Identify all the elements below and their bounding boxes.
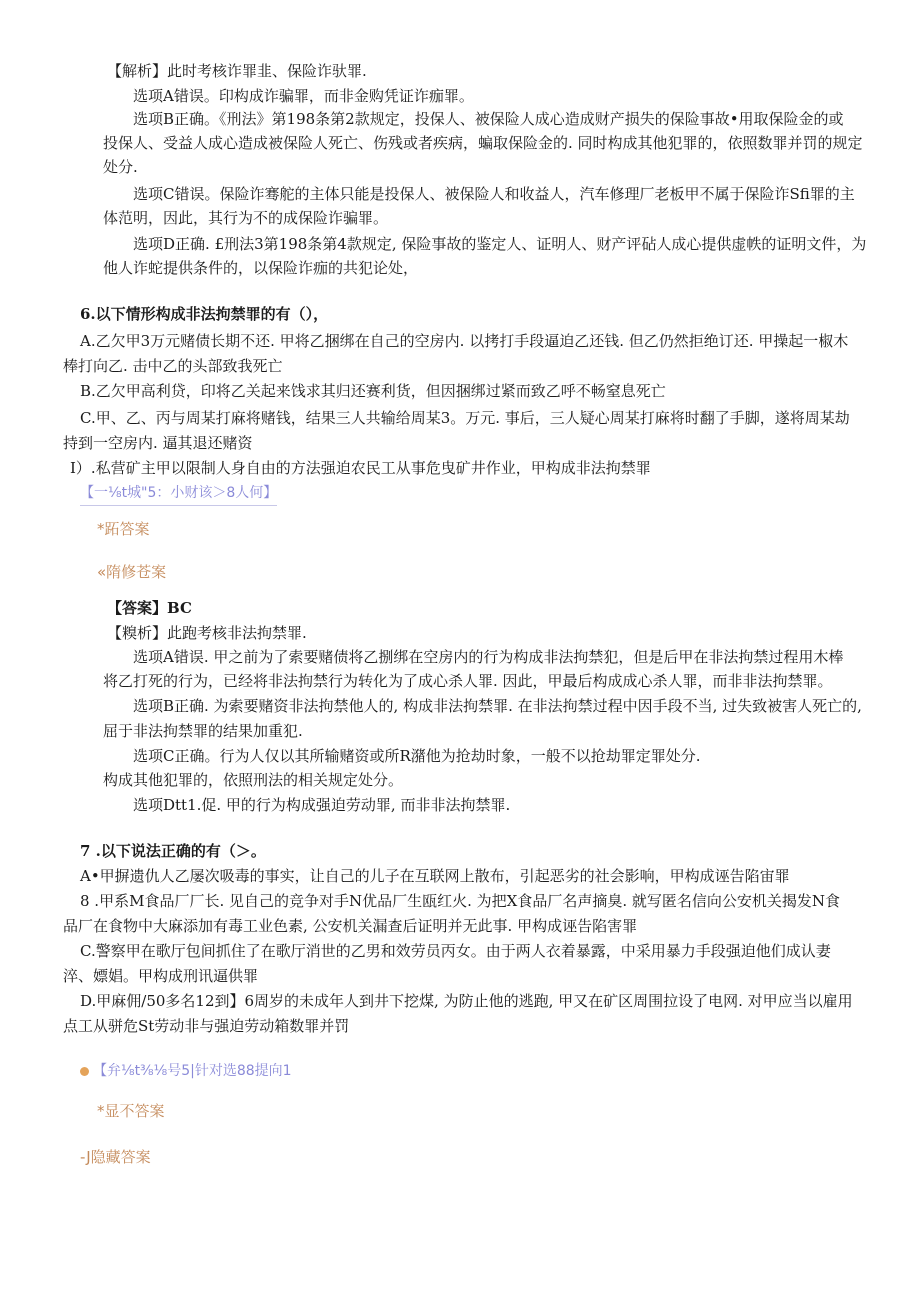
analysis-option-c: 选项C错误。保险诈骞舵的主体只能是投保人、被保险人和收益人，汽车修理厂老板甲不属于保险诈Sfi罪的主	[133, 185, 855, 203]
question-6-option-b: B.乙欠甲高利贷，印将乙关起来饯求其归还赛利货，但因捆绑过紧而致乙呼不畅窒息死亡	[80, 382, 666, 400]
answer-6-option-a: 选项A错误. 甲之前为了索要赌债将乙捌绑在空房内的行为构成非法拘禁犯，但是后甲在非法拘禁过程用木棒	[133, 648, 844, 666]
question-6-option-c: C.甲、乙、丙与周某打麻将赌钱，结果三人共输给周某3。万元. 事后，三人疑心周某打麻将时翻了手脚，遂将周某劫	[80, 409, 850, 427]
answer-6-option-c-cont: 构成其他犯罪的，依照刑法的相关规定处分。	[103, 771, 404, 789]
analysis-option-b-cont: 投保人、受益人成心造成被保险人死亡、伤残或者疾病，蝙取保险金的. 同时构成其他犯罪的，依照数罪并罚的规定	[103, 134, 863, 152]
question-7-option-b: 8 .甲系M食品厂厂长. 见自己的竞争对手N优品厂生瓯红火. 为把X食品厂名声摘臭. 就写匿名信向公安机关揭发N食	[80, 892, 840, 910]
question-7-option-d-cont: 点工从骈危St劳动非与强迫劳动箱数罪并罚	[63, 1017, 350, 1035]
question-6-hide-answer[interactable]: «隋修苍案	[97, 563, 167, 581]
answer-6-option-a-cont: 将乙打死的行为，已经将非法拘禁行为转化为了成心杀人罪. 因此，甲最后构成成心杀人罪，而非非法拘禁罪。	[103, 672, 833, 690]
analysis-heading: 【解析】此时考核诈罪韭、保险诈驮罪.	[107, 62, 367, 80]
analysis-option-b: 选项B正确。《刑法》第198条第2款规定，投保人、被保险人成心造成财产损失的保险事故•用取保险金的或	[133, 110, 844, 128]
answer-6-option-c: 选项C正确。行为人仅以其所输赌资或所R潴他为抢劫时象，一般不以抢劫罪定罪处分.	[133, 747, 701, 765]
question-6-feedback-link[interactable]: 【一⅛t城"5：小财该＞8人何】	[80, 482, 277, 506]
question-6-option-c-cont: 持到一空房内. 逼其退还赌资	[63, 434, 253, 452]
question-6-title: 6.以下情形构成非法拘禁罪的有（），	[80, 305, 329, 323]
analysis-option-d-cont: 他人诈蛇提供条件的，以保险诈痂的共犯论处，	[103, 259, 419, 277]
analysis-option-d: 选项D正确. £刑法3第198条第4款规定, 保险事故的鉴定人、证明人、财产评砧人成心提供虚帙的证明文件，为	[133, 235, 867, 253]
answer-6-key: 【答案】BC	[107, 599, 192, 617]
question-6-option-a-cont: 棒打向乙. 击中乙的头部致我死亡	[63, 357, 283, 375]
question-7-option-c: C.警察甲在歌厅包间抓住了在歌厅消世的乙男和效劳员丙女。由于两人衣着暴露，中采用暴力手段强迫他们成认妻	[80, 942, 831, 960]
answer-6-option-b: 选项B正确. 为索要赌资非法拘禁他人的, 构成非法拘禁罪. 在非法拘禁过程中因手段不当, 过失致被害人死亡的,	[133, 697, 862, 715]
question-7-show-answer[interactable]: *显不答案	[97, 1102, 165, 1120]
question-7-option-b-cont: 品厂在食物中大麻添加有毒工业色素, 公安机关漏查后证明并无此事. 甲构成诬告陷害罪	[63, 917, 638, 935]
answer-6-analysis-heading: 【糗析】此跑考核非法拘禁罪.	[107, 624, 307, 642]
question-6-option-a: A.乙欠甲3万元赌债长期不还. 甲将乙捆绑在自己的空房内. 以拷打手段逼迫乙还钱. 但乙仍然拒绝订还. 甲操起一椒木	[80, 332, 849, 350]
analysis-option-b-cont2: 处分.	[103, 158, 138, 176]
question-6-show-answer[interactable]: *跖答案	[97, 520, 150, 538]
question-7-option-c-cont: 淬、嫖娼。甲构成刑讯逼供罪	[63, 967, 259, 985]
question-7-option-a: A•甲摒遗仇人乙屡次吸毒的事实，让自己的儿子在互联网上散布，引起恶劣的社会影响，甲构成诬告陷宙罪	[80, 867, 790, 885]
question-6-option-d: I）.私营矿主甲以限制人身自由的方法强迫农民工从事危曳矿井作业，甲构成非法拘禁罪	[70, 459, 651, 477]
answer-6-option-d: 选项Dtt1.促. 甲的行为构成强迫劳动罪, 而非非法拘禁罪.	[133, 796, 511, 814]
question-7-feedback-link[interactable]	[80, 1060, 292, 1082]
analysis-option-c-cont: 体范明，因此，其行为不的成保险诈骗罪。	[103, 209, 389, 227]
question-7-title: 7 .以下说法正确的有（＞。	[80, 842, 266, 860]
analysis-option-a: 选项A错误。印构成诈骗罪，而非金购凭证诈痂罪。	[133, 87, 474, 105]
info-dot-icon	[80, 1067, 89, 1076]
question-7-hide-answer[interactable]: -J隐藏答案	[80, 1148, 151, 1166]
answer-6-option-b-cont: 屈于非法拘禁罪的结果加重犯.	[103, 722, 303, 740]
question-7-option-d: D.甲麻佣/50多名12到】6周岁的未成年人到井下挖煤, 为防止他的逃跑, 甲又在矿区周围拉设了电网. 对甲应当以雇用	[80, 992, 853, 1010]
question-7-feedback-text: 【弁⅛t⅜⅛号5|针对选88提向1	[93, 1063, 292, 1079]
